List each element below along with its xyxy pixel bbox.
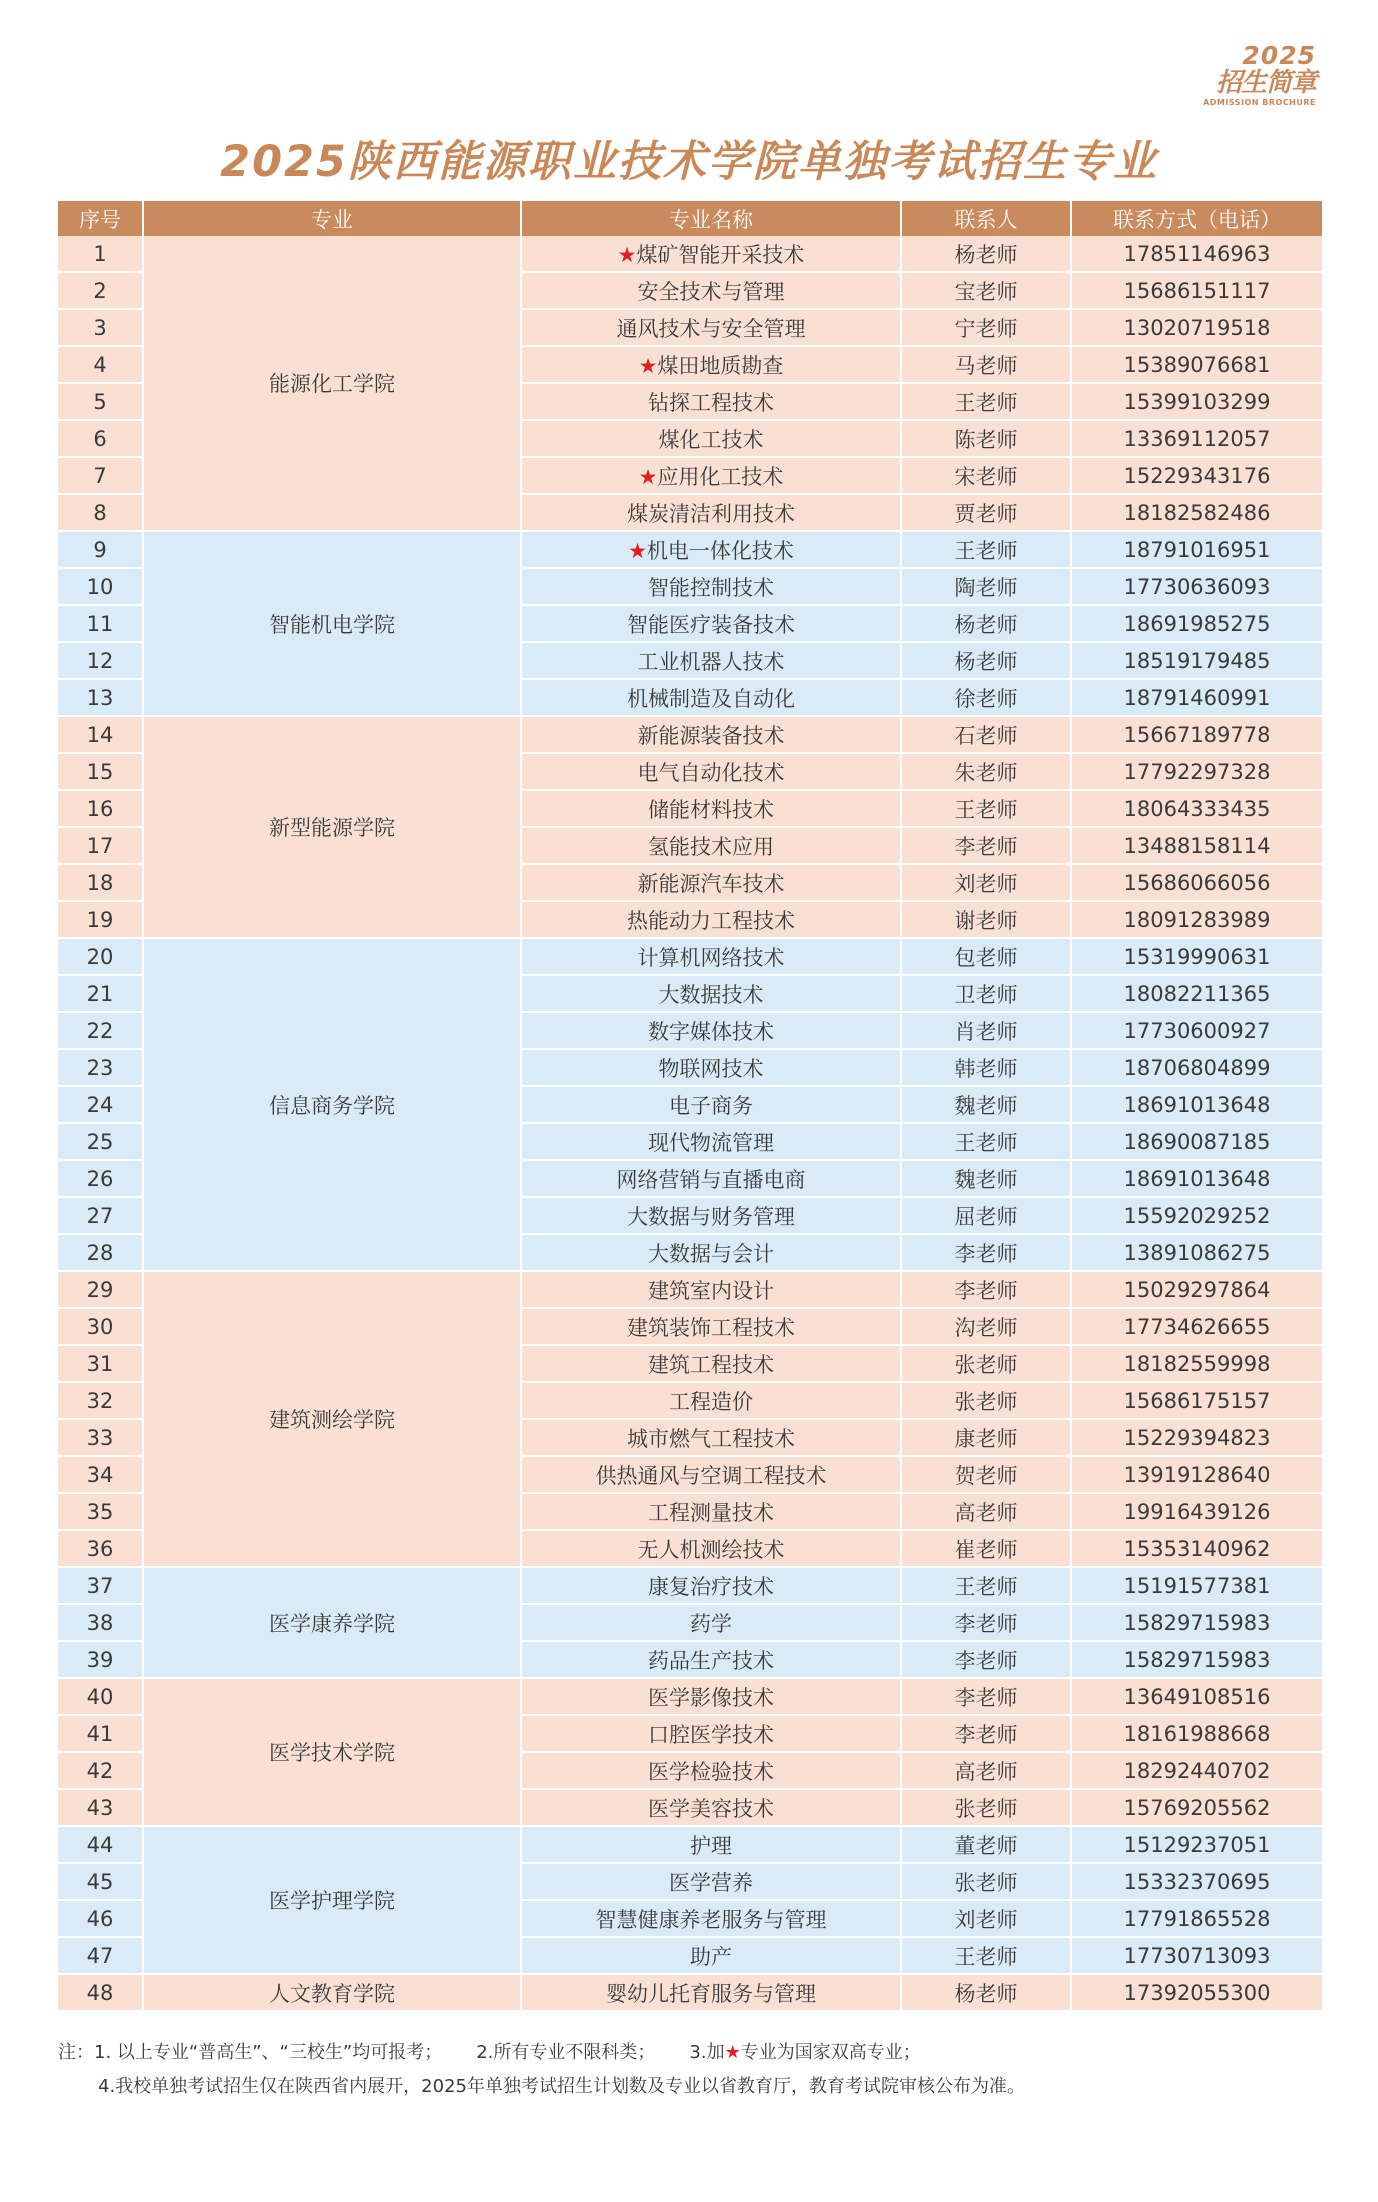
contact-phone: 18706804899 (1071, 1049, 1322, 1086)
contact-phone: 17730600927 (1071, 1012, 1322, 1049)
row-number: 9 (58, 531, 143, 568)
major-name: 医学营养 (669, 1870, 753, 1895)
major-name-cell (521, 568, 901, 605)
major-name: 智能控制技术 (648, 575, 774, 600)
logo-year: 2025 (1242, 41, 1316, 70)
row-number: 20 (58, 938, 143, 975)
contact-phone: 18091283989 (1071, 901, 1322, 938)
row-number: 27 (58, 1197, 143, 1234)
notes-line-2 (58, 2070, 1025, 2104)
row-number: 41 (58, 1715, 143, 1752)
contact-person: 贾老师 (901, 494, 1071, 531)
star-icon: ★ (617, 242, 637, 267)
major-name: 建筑工程技术 (648, 1352, 774, 1377)
header-contact: 联系人 (901, 201, 1071, 236)
major-name-cell (521, 1197, 901, 1234)
major-name: 智能医疗装备技术 (627, 612, 795, 637)
major-name: 煤化工技术 (658, 427, 764, 452)
major-name: 数字媒体技术 (648, 1019, 774, 1044)
major-name-cell (521, 1715, 901, 1752)
major-name-cell (521, 716, 901, 753)
table-row (58, 716, 1322, 753)
major-name: 物联网技术 (658, 1056, 764, 1081)
contact-phone: 17792297328 (1071, 753, 1322, 790)
major-name: 口腔医学技术 (648, 1722, 774, 1747)
notes (58, 2036, 1025, 2104)
contact-phone: 13020719518 (1071, 309, 1322, 346)
contact-phone: 19916439126 (1071, 1493, 1322, 1530)
row-number: 16 (58, 790, 143, 827)
row-number: 13 (58, 679, 143, 716)
major-name-cell (521, 1863, 901, 1900)
major-name-cell (521, 309, 901, 346)
major-name: 电子商务 (669, 1093, 753, 1118)
contact-person: 张老师 (901, 1382, 1071, 1419)
contact-person: 李老师 (901, 1715, 1071, 1752)
row-number: 18 (58, 864, 143, 901)
row-number: 11 (58, 605, 143, 642)
contact-person: 杨老师 (901, 1974, 1071, 2011)
contact-person: 刘老师 (901, 1900, 1071, 1937)
contact-person: 王老师 (901, 790, 1071, 827)
major-name: 医学检验技术 (648, 1759, 774, 1784)
notes-line-1 (58, 2036, 1025, 2070)
major-name: 钻探工程技术 (648, 390, 774, 415)
table-row (58, 1974, 1322, 2011)
row-number: 26 (58, 1160, 143, 1197)
major-name-cell (521, 236, 901, 272)
major-name-cell (521, 1900, 901, 1937)
row-number: 5 (58, 383, 143, 420)
contact-person: 贺老师 (901, 1456, 1071, 1493)
major-name-cell (521, 753, 901, 790)
contact-person: 崔老师 (901, 1530, 1071, 1567)
contact-phone: 13369112057 (1071, 420, 1322, 457)
row-number: 25 (58, 1123, 143, 1160)
major-name: 婴幼儿托育服务与管理 (606, 1981, 816, 2006)
major-name-cell (521, 864, 901, 901)
note-4: 4.我校单独考试招生仅在陕西省内展开，2025年单独考试招生计划数及专业以省教育厅，教育考试院审核公布为准。 (98, 2076, 1025, 2097)
major-name: 无人机测绘技术 (637, 1537, 785, 1562)
contact-phone: 17730713093 (1071, 1937, 1322, 1974)
contact-phone: 15667189778 (1071, 716, 1322, 753)
contact-phone: 17791865528 (1071, 1900, 1322, 1937)
contact-person: 李老师 (901, 1641, 1071, 1678)
contact-phone: 17734626655 (1071, 1308, 1322, 1345)
contact-person: 李老师 (901, 1604, 1071, 1641)
contact-person: 石老师 (901, 716, 1071, 753)
contact-phone: 18064333435 (1071, 790, 1322, 827)
note-3-start: 3.加 (689, 2042, 725, 2063)
contact-phone: 18791460991 (1071, 679, 1322, 716)
major-name: 氢能技术应用 (648, 834, 774, 859)
major-name-cell (521, 1345, 901, 1382)
college-name: 医学康养学院 (143, 1567, 521, 1678)
contact-person: 李老师 (901, 827, 1071, 864)
major-name-cell (521, 1789, 901, 1826)
contact-phone: 17851146963 (1071, 236, 1322, 272)
row-number: 42 (58, 1752, 143, 1789)
row-number: 32 (58, 1382, 143, 1419)
row-number: 6 (58, 420, 143, 457)
contact-phone: 15229394823 (1071, 1419, 1322, 1456)
major-name-cell (521, 1271, 901, 1308)
major-name-cell (521, 531, 901, 568)
page-title: 2025陕西能源职业技术学院单独考试招生专业 (220, 137, 1158, 187)
contact-phone: 18082211365 (1071, 975, 1322, 1012)
contact-person: 李老师 (901, 1234, 1071, 1271)
contact-person: 王老师 (901, 1937, 1071, 1974)
major-name-cell (521, 1530, 901, 1567)
contact-phone: 18292440702 (1071, 1752, 1322, 1789)
major-name: 应用化工技术 (657, 464, 784, 489)
row-number: 2 (58, 272, 143, 309)
header-no: 序号 (58, 201, 143, 236)
major-name: 机械制造及自动化 (627, 686, 795, 711)
major-name-cell (521, 1308, 901, 1345)
major-name-cell (521, 938, 901, 975)
row-number: 31 (58, 1345, 143, 1382)
contact-person: 韩老师 (901, 1049, 1071, 1086)
header-major: 专业名称 (521, 201, 901, 236)
contact-phone: 15829715983 (1071, 1641, 1322, 1678)
major-name-cell (521, 1974, 901, 2011)
header-phone: 联系方式（电话） (1071, 201, 1322, 236)
contact-phone: 15686175157 (1071, 1382, 1322, 1419)
row-number: 4 (58, 346, 143, 383)
row-number: 8 (58, 494, 143, 531)
row-number: 30 (58, 1308, 143, 1345)
contact-phone: 18791016951 (1071, 531, 1322, 568)
row-number: 28 (58, 1234, 143, 1271)
major-name: 康复治疗技术 (648, 1574, 774, 1599)
star-icon: ★ (638, 464, 658, 489)
major-name: 通风技术与安全管理 (616, 316, 806, 341)
major-name: 安全技术与管理 (637, 279, 785, 304)
major-name-cell (521, 420, 901, 457)
contact-phone: 18161988668 (1071, 1715, 1322, 1752)
notes-prefix: 注： (58, 2042, 94, 2063)
contact-person: 朱老师 (901, 753, 1071, 790)
contact-person: 高老师 (901, 1752, 1071, 1789)
contact-person: 陈老师 (901, 420, 1071, 457)
contact-phone: 13488158114 (1071, 827, 1322, 864)
major-name-cell (521, 790, 901, 827)
major-name-cell (521, 1567, 901, 1604)
major-name: 工程造价 (669, 1389, 753, 1414)
contact-person: 董老师 (901, 1826, 1071, 1863)
college-name: 建筑测绘学院 (143, 1271, 521, 1567)
contact-person: 宋老师 (901, 457, 1071, 494)
major-name: 热能动力工程技术 (627, 908, 795, 933)
contact-person: 王老师 (901, 1567, 1071, 1604)
major-name-cell (521, 1160, 901, 1197)
contact-phone: 18182582486 (1071, 494, 1322, 531)
star-icon: ★ (724, 2042, 741, 2063)
major-name: 新能源装备技术 (637, 723, 785, 748)
major-name: 储能材料技术 (648, 797, 774, 822)
major-name-cell (521, 1456, 901, 1493)
college-name: 医学护理学院 (143, 1826, 521, 1974)
major-name-cell (521, 605, 901, 642)
contact-person: 肖老师 (901, 1012, 1071, 1049)
contact-phone: 15353140962 (1071, 1530, 1322, 1567)
major-name-cell (521, 383, 901, 420)
row-number: 35 (58, 1493, 143, 1530)
college-name: 新型能源学院 (143, 716, 521, 938)
major-name: 建筑室内设计 (648, 1278, 774, 1303)
row-number: 22 (58, 1012, 143, 1049)
contact-phone: 18691013648 (1071, 1160, 1322, 1197)
contact-phone: 15129237051 (1071, 1826, 1322, 1863)
major-name: 医学影像技术 (648, 1685, 774, 1710)
row-number: 36 (58, 1530, 143, 1567)
major-name-cell (521, 272, 901, 309)
row-number: 1 (58, 236, 143, 272)
major-name: 煤田地质勘查 (657, 353, 784, 378)
row-number: 37 (58, 1567, 143, 1604)
major-name-cell (521, 1493, 901, 1530)
row-number: 39 (58, 1641, 143, 1678)
row-number: 43 (58, 1789, 143, 1826)
table-row (58, 938, 1322, 975)
major-name-cell (521, 1086, 901, 1123)
contact-phone: 13919128640 (1071, 1456, 1322, 1493)
contact-phone: 18519179485 (1071, 642, 1322, 679)
major-name: 助产 (690, 1944, 732, 1969)
majors-table-body (58, 236, 1322, 2011)
major-name: 新能源汽车技术 (637, 871, 785, 896)
major-name: 网络营销与直播电商 (616, 1167, 806, 1192)
major-name: 城市燃气工程技术 (627, 1426, 795, 1451)
major-name: 建筑装饰工程技术 (627, 1315, 795, 1340)
major-name-cell (521, 346, 901, 383)
star-icon: ★ (628, 538, 647, 563)
contact-phone: 15769205562 (1071, 1789, 1322, 1826)
contact-phone: 15332370695 (1071, 1863, 1322, 1900)
contact-person: 陶老师 (901, 568, 1071, 605)
contact-person: 张老师 (901, 1789, 1071, 1826)
contact-person: 徐老师 (901, 679, 1071, 716)
row-number: 29 (58, 1271, 143, 1308)
contact-person: 刘老师 (901, 864, 1071, 901)
major-name-cell (521, 975, 901, 1012)
major-name: 药品生产技术 (648, 1648, 774, 1673)
table-row (58, 1567, 1322, 1604)
contact-person: 魏老师 (901, 1086, 1071, 1123)
contact-phone: 13891086275 (1071, 1234, 1322, 1271)
contact-phone: 15592029252 (1071, 1197, 1322, 1234)
major-name-cell (521, 827, 901, 864)
contact-phone: 15319990631 (1071, 938, 1322, 975)
contact-person: 宁老师 (901, 309, 1071, 346)
contact-person: 马老师 (901, 346, 1071, 383)
contact-phone: 13649108516 (1071, 1678, 1322, 1715)
major-name-cell (521, 1678, 901, 1715)
major-name-cell (521, 1382, 901, 1419)
major-name: 煤炭清洁利用技术 (627, 501, 795, 526)
major-name: 大数据与财务管理 (627, 1204, 795, 1229)
star-icon: ★ (638, 353, 658, 378)
row-number: 17 (58, 827, 143, 864)
college-name: 人文教育学院 (143, 1974, 521, 2011)
table-row (58, 1826, 1322, 1863)
contact-person: 魏老师 (901, 1160, 1071, 1197)
contact-person: 宝老师 (901, 272, 1071, 309)
row-number: 46 (58, 1900, 143, 1937)
contact-person: 沟老师 (901, 1308, 1071, 1345)
major-name-cell (521, 494, 901, 531)
major-name-cell (521, 1049, 901, 1086)
row-number: 48 (58, 1974, 143, 2011)
contact-phone: 15389076681 (1071, 346, 1322, 383)
row-number: 7 (58, 457, 143, 494)
major-name-cell (521, 642, 901, 679)
college-name: 能源化工学院 (143, 236, 521, 531)
major-name-cell (521, 1752, 901, 1789)
college-name: 医学技术学院 (143, 1678, 521, 1826)
major-name: 计算机网络技术 (637, 945, 785, 970)
contact-phone: 18691985275 (1071, 605, 1322, 642)
contact-person: 卫老师 (901, 975, 1071, 1012)
contact-person: 屈老师 (901, 1197, 1071, 1234)
major-name: 护理 (690, 1833, 732, 1858)
row-number: 38 (58, 1604, 143, 1641)
row-number: 40 (58, 1678, 143, 1715)
contact-phone: 15191577381 (1071, 1567, 1322, 1604)
contact-person: 李老师 (901, 1271, 1071, 1308)
major-name: 智慧健康养老服务与管理 (595, 1907, 827, 1932)
table-row (58, 1678, 1322, 1715)
major-name-cell (521, 901, 901, 938)
row-number: 14 (58, 716, 143, 753)
contact-person: 王老师 (901, 1123, 1071, 1160)
row-number: 19 (58, 901, 143, 938)
row-number: 47 (58, 1937, 143, 1974)
row-number: 33 (58, 1419, 143, 1456)
contact-person: 杨老师 (901, 605, 1071, 642)
note-1: 1. 以上专业“普高生”、“三校生”均可报考； (94, 2042, 443, 2063)
contact-phone: 18690087185 (1071, 1123, 1322, 1160)
contact-person: 王老师 (901, 531, 1071, 568)
table-header-row (58, 201, 1322, 236)
major-name: 大数据与会计 (648, 1241, 774, 1266)
note-2: 2.所有专业不限科类； (476, 2042, 656, 2063)
note-3-end: 专业为国家双高专业； (740, 2042, 921, 2063)
major-name-cell (521, 1604, 901, 1641)
major-name-cell (521, 1234, 901, 1271)
major-name-cell (521, 457, 901, 494)
logo-text: 招生简章 (1215, 68, 1316, 98)
contact-person: 康老师 (901, 1419, 1071, 1456)
major-name: 药学 (690, 1611, 732, 1636)
contact-phone: 15686151117 (1071, 272, 1322, 309)
major-name: 现代物流管理 (648, 1130, 774, 1155)
contact-phone: 15399103299 (1071, 383, 1322, 420)
college-name: 智能机电学院 (143, 531, 521, 716)
contact-phone: 18691013648 (1071, 1086, 1322, 1123)
contact-phone: 15829715983 (1071, 1604, 1322, 1641)
header-college: 专业 (143, 201, 521, 236)
row-number: 15 (58, 753, 143, 790)
major-name-cell (521, 1012, 901, 1049)
row-number: 23 (58, 1049, 143, 1086)
college-name: 信息商务学院 (143, 938, 521, 1271)
major-name-cell (521, 1641, 901, 1678)
contact-person: 李老师 (901, 1678, 1071, 1715)
row-number: 12 (58, 642, 143, 679)
brochure-logo (1203, 41, 1316, 108)
contact-person: 杨老师 (901, 642, 1071, 679)
contact-phone: 15229343176 (1071, 457, 1322, 494)
major-name: 供热通风与空调工程技术 (595, 1463, 827, 1488)
row-number: 10 (58, 568, 143, 605)
major-name: 工程测量技术 (648, 1500, 774, 1525)
major-name: 工业机器人技术 (637, 649, 785, 674)
table-row (58, 236, 1322, 272)
major-name: 大数据技术 (658, 982, 764, 1007)
row-number: 21 (58, 975, 143, 1012)
table-row (58, 1271, 1322, 1308)
logo-en: ADMISSION BROCHURE (1203, 98, 1316, 107)
major-name-cell (521, 679, 901, 716)
contact-phone: 17392055300 (1071, 1974, 1322, 2011)
majors-table (58, 201, 1322, 2012)
major-name: 医学美容技术 (648, 1796, 774, 1821)
major-name: 煤矿智能开采技术 (636, 242, 805, 267)
contact-person: 包老师 (901, 938, 1071, 975)
contact-person: 谢老师 (901, 901, 1071, 938)
table-row (58, 531, 1322, 568)
contact-phone: 15686066056 (1071, 864, 1322, 901)
row-number: 45 (58, 1863, 143, 1900)
major-name-cell (521, 1937, 901, 1974)
row-number: 3 (58, 309, 143, 346)
contact-phone: 15029297864 (1071, 1271, 1322, 1308)
contact-phone: 17730636093 (1071, 568, 1322, 605)
major-name-cell (521, 1419, 901, 1456)
major-name: 电气自动化技术 (637, 760, 785, 785)
major-name-cell (521, 1123, 901, 1160)
contact-phone: 18182559998 (1071, 1345, 1322, 1382)
major-name: 机电一体化技术 (646, 538, 794, 563)
row-number: 44 (58, 1826, 143, 1863)
row-number: 34 (58, 1456, 143, 1493)
contact-person: 高老师 (901, 1493, 1071, 1530)
contact-person: 杨老师 (901, 236, 1071, 272)
major-name-cell (521, 1826, 901, 1863)
contact-person: 张老师 (901, 1863, 1071, 1900)
contact-person: 王老师 (901, 383, 1071, 420)
row-number: 24 (58, 1086, 143, 1123)
contact-person: 张老师 (901, 1345, 1071, 1382)
